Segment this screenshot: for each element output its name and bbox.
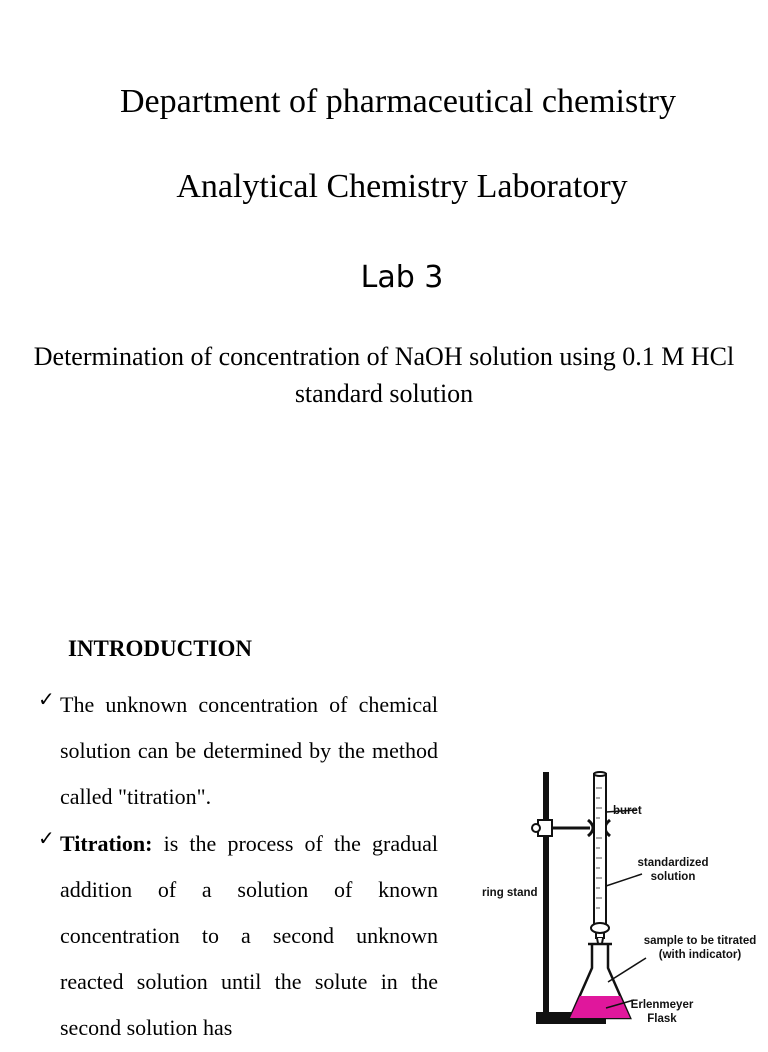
titration-diagram <box>476 768 768 1024</box>
label-buret: buret <box>613 805 642 817</box>
list-item <box>38 682 438 821</box>
clamp-knob <box>532 824 540 832</box>
experiment-subtitle: Determination of concentration of NaOH solution using 0.1 M HCl standard solution <box>33 342 735 408</box>
label-standardized: standardized <box>637 857 709 869</box>
bullet-term: Titration: <box>60 830 153 856</box>
sample-leader <box>608 958 646 982</box>
label-indicator: (with indicator) <box>658 949 742 961</box>
lab-name-title: Analytical Chemistry Laboratory <box>176 168 628 205</box>
label-ring-stand: ring stand <box>482 887 538 899</box>
checkmark-icon: ✓ <box>38 687 55 711</box>
lab-number: Lab 3 <box>360 260 444 295</box>
label-flask: Flask <box>647 1013 677 1024</box>
titration-illustration <box>476 768 768 1024</box>
buret-top <box>594 772 606 776</box>
list-item <box>38 821 438 1052</box>
label-sample: sample to be titrated <box>643 935 757 947</box>
bullet-text: is the process of the gradual addition of a solution of known concentration to a second unknown reacted solution until the solute in the second solution has <box>60 830 438 1041</box>
department-title: Department of pharmaceutical chemistry <box>119 83 677 120</box>
flask-solution <box>570 996 630 1018</box>
checkmark-icon: ✓ <box>38 825 55 850</box>
ring-stand-rod <box>543 772 549 1024</box>
label-erlenmeyer: Erlenmeyer <box>630 999 694 1011</box>
label-solution: solution <box>650 871 696 883</box>
introduction-heading: INTRODUCTION <box>68 636 253 661</box>
buret-tube <box>594 774 606 924</box>
introduction-list <box>38 682 438 1052</box>
standardized-leader <box>606 874 642 886</box>
bullet-text: The unknown concentration of chemical solution can be determined by the method called "titration". <box>60 692 438 810</box>
stopcock-valve <box>591 923 609 933</box>
